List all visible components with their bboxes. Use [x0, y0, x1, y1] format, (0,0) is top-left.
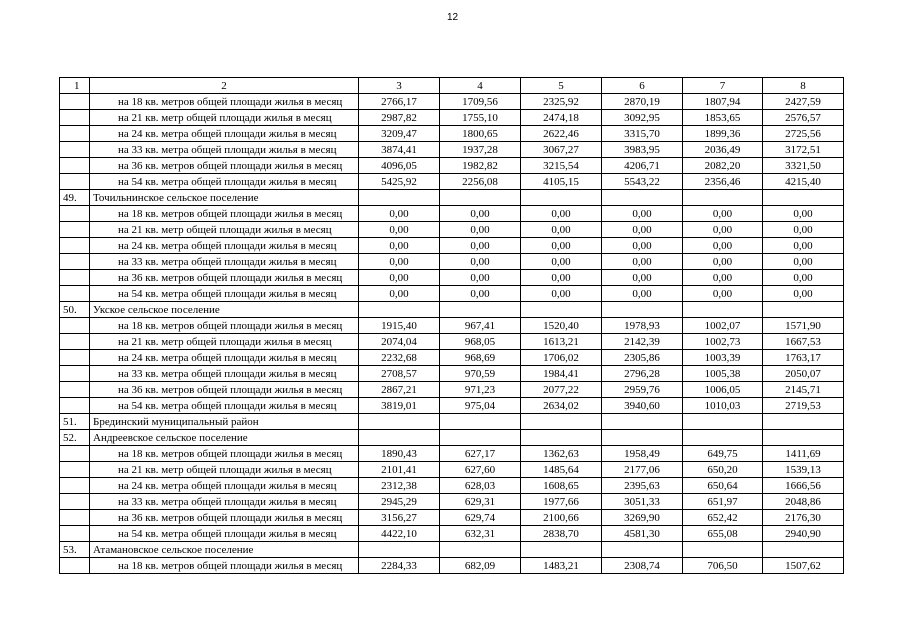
value-cell-col-4: [440, 430, 521, 446]
value-cell-col-3: 0,00: [359, 238, 440, 254]
value-cell-col-7: 1853,65: [683, 110, 763, 126]
row-number-cell: 49.: [60, 190, 90, 206]
table-row: [60, 526, 844, 542]
value-cell-col-8: 1571,90: [763, 318, 844, 334]
value-cell-col-8: 0,00: [763, 286, 844, 302]
row-label-cell: на 24 кв. метра общей площади жилья в месяц: [90, 238, 359, 254]
value-cell-col-3: 2766,17: [359, 94, 440, 110]
value-cell-col-8: 3172,51: [763, 142, 844, 158]
value-cell-col-3: 1890,43: [359, 446, 440, 462]
table-row: [60, 238, 844, 254]
value-cell-col-3: 3819,01: [359, 398, 440, 414]
value-cell-col-7: 1005,38: [683, 366, 763, 382]
table-row: [60, 462, 844, 478]
value-cell-col-3: [359, 430, 440, 446]
value-cell-col-5: [521, 542, 602, 558]
row-number-cell: 51.: [60, 414, 90, 430]
value-cell-col-4: 0,00: [440, 254, 521, 270]
table-row: [60, 206, 844, 222]
value-cell-col-7: 1010,03: [683, 398, 763, 414]
value-cell-col-6: 0,00: [602, 206, 683, 222]
row-number-cell: [60, 126, 90, 142]
value-cell-col-7: 655,08: [683, 526, 763, 542]
value-cell-col-5: 2622,46: [521, 126, 602, 142]
table-row: [60, 126, 844, 142]
row-label-cell: на 54 кв. метра общей площади жилья в месяц: [90, 398, 359, 414]
row-label-cell: на 21 кв. метр общей площади жилья в месяц: [90, 222, 359, 238]
header-cell-5: 5: [521, 78, 602, 94]
section-row: [60, 302, 844, 318]
value-cell-col-7: 0,00: [683, 286, 763, 302]
value-cell-col-5: 1483,21: [521, 558, 602, 574]
row-label-cell: на 36 кв. метров общей площади жилья в месяц: [90, 270, 359, 286]
value-cell-col-3: [359, 542, 440, 558]
row-number-cell: [60, 510, 90, 526]
row-label-cell: на 33 кв. метра общей площади жилья в месяц: [90, 494, 359, 510]
value-cell-col-4: 629,31: [440, 494, 521, 510]
value-cell-col-6: 1958,49: [602, 446, 683, 462]
value-cell-col-7: 0,00: [683, 270, 763, 286]
value-cell-col-8: 4215,40: [763, 174, 844, 190]
value-cell-col-5: 0,00: [521, 206, 602, 222]
value-cell-col-4: 971,23: [440, 382, 521, 398]
value-cell-col-6: 2395,63: [602, 478, 683, 494]
table-row: [60, 158, 844, 174]
table-row: [60, 350, 844, 366]
row-number-cell: [60, 174, 90, 190]
value-cell-col-7: 649,75: [683, 446, 763, 462]
value-cell-col-6: 0,00: [602, 222, 683, 238]
row-number-cell: [60, 334, 90, 350]
value-cell-col-4: 1709,56: [440, 94, 521, 110]
value-cell-col-5: 0,00: [521, 238, 602, 254]
value-cell-col-6: 4581,30: [602, 526, 683, 542]
value-cell-col-5: 1984,41: [521, 366, 602, 382]
value-cell-col-7: 2036,49: [683, 142, 763, 158]
section-row: [60, 430, 844, 446]
section-row: [60, 542, 844, 558]
value-cell-col-6: [602, 414, 683, 430]
row-label-cell: на 54 кв. метра общей площади жилья в месяц: [90, 174, 359, 190]
value-cell-col-8: 1507,62: [763, 558, 844, 574]
value-cell-col-5: 0,00: [521, 222, 602, 238]
table-row: [60, 222, 844, 238]
value-cell-col-8: [763, 414, 844, 430]
value-cell-col-6: 0,00: [602, 286, 683, 302]
header-cell-7: 7: [683, 78, 763, 94]
value-cell-col-5: 2325,92: [521, 94, 602, 110]
row-number-cell: [60, 94, 90, 110]
value-cell-col-7: 650,64: [683, 478, 763, 494]
table-row: [60, 286, 844, 302]
row-label-cell: на 24 кв. метра общей площади жилья в месяц: [90, 478, 359, 494]
value-cell-col-8: [763, 542, 844, 558]
value-cell-col-7: 1899,36: [683, 126, 763, 142]
row-number-cell: [60, 558, 90, 574]
value-cell-col-3: 3874,41: [359, 142, 440, 158]
value-cell-col-8: 2427,59: [763, 94, 844, 110]
row-number-cell: [60, 318, 90, 334]
value-cell-col-5: [521, 430, 602, 446]
value-cell-col-7: 2082,20: [683, 158, 763, 174]
value-cell-col-5: 2634,02: [521, 398, 602, 414]
value-cell-col-4: 1937,28: [440, 142, 521, 158]
table-row: [60, 478, 844, 494]
value-cell-col-8: 2050,07: [763, 366, 844, 382]
value-cell-col-8: 1763,17: [763, 350, 844, 366]
row-number-cell: [60, 462, 90, 478]
value-cell-col-4: 975,04: [440, 398, 521, 414]
row-number-cell: 53.: [60, 542, 90, 558]
row-number-cell: [60, 382, 90, 398]
value-cell-col-4: [440, 302, 521, 318]
value-cell-col-6: 4206,71: [602, 158, 683, 174]
row-number-cell: [60, 526, 90, 542]
value-cell-col-6: 0,00: [602, 238, 683, 254]
value-cell-col-4: 628,03: [440, 478, 521, 494]
header-cell-1: 1: [60, 78, 90, 94]
row-label-cell: на 18 кв. метров общей площади жилья в месяц: [90, 318, 359, 334]
row-label-cell: на 18 кв. метров общей площади жилья в месяц: [90, 558, 359, 574]
table-row: [60, 318, 844, 334]
value-cell-col-5: 0,00: [521, 270, 602, 286]
value-cell-col-5: 1608,65: [521, 478, 602, 494]
row-label-cell: на 18 кв. метров общей площади жилья в месяц: [90, 206, 359, 222]
value-cell-col-6: 3315,70: [602, 126, 683, 142]
row-label-cell: на 21 кв. метр общей площади жилья в месяц: [90, 334, 359, 350]
value-cell-col-3: [359, 302, 440, 318]
section-row: [60, 414, 844, 430]
value-cell-col-6: 3940,60: [602, 398, 683, 414]
value-cell-col-8: [763, 430, 844, 446]
value-cell-col-7: 650,20: [683, 462, 763, 478]
section-title-cell: Атамановское сельское поселение: [90, 542, 359, 558]
value-cell-col-4: [440, 414, 521, 430]
value-cell-col-6: 0,00: [602, 270, 683, 286]
value-cell-col-6: 3051,33: [602, 494, 683, 510]
value-cell-col-5: 1613,21: [521, 334, 602, 350]
row-number-cell: [60, 254, 90, 270]
value-cell-col-5: 1485,64: [521, 462, 602, 478]
row-number-cell: [60, 494, 90, 510]
section-title-cell: Андреевское сельское поселение: [90, 430, 359, 446]
value-cell-col-5: 2838,70: [521, 526, 602, 542]
value-cell-col-8: 0,00: [763, 254, 844, 270]
value-cell-col-6: [602, 542, 683, 558]
value-cell-col-4: 968,69: [440, 350, 521, 366]
value-cell-col-8: 1667,53: [763, 334, 844, 350]
value-cell-col-6: 1978,93: [602, 318, 683, 334]
section-title-cell: Точильнинское сельское поселение: [90, 190, 359, 206]
value-cell-col-5: [521, 302, 602, 318]
value-cell-col-7: 1807,94: [683, 94, 763, 110]
value-cell-col-5: 0,00: [521, 254, 602, 270]
value-cell-col-6: 0,00: [602, 254, 683, 270]
value-cell-col-8: 1666,56: [763, 478, 844, 494]
value-cell-col-4: 0,00: [440, 238, 521, 254]
value-cell-col-4: 1755,10: [440, 110, 521, 126]
value-cell-col-6: [602, 190, 683, 206]
row-label-cell: на 54 кв. метра общей площади жилья в месяц: [90, 286, 359, 302]
value-cell-col-7: 1002,73: [683, 334, 763, 350]
value-cell-col-8: 2145,71: [763, 382, 844, 398]
row-number-cell: [60, 238, 90, 254]
row-number-cell: [60, 222, 90, 238]
row-label-cell: на 33 кв. метра общей площади жилья в месяц: [90, 142, 359, 158]
row-label-cell: на 54 кв. метра общей площади жилья в месяц: [90, 526, 359, 542]
value-cell-col-4: [440, 190, 521, 206]
table-row: [60, 94, 844, 110]
value-cell-col-3: 2312,38: [359, 478, 440, 494]
value-cell-col-6: 3092,95: [602, 110, 683, 126]
value-cell-col-4: 0,00: [440, 206, 521, 222]
value-cell-col-3: 0,00: [359, 206, 440, 222]
value-cell-col-7: 1003,39: [683, 350, 763, 366]
value-cell-col-6: 2870,19: [602, 94, 683, 110]
value-cell-col-5: 2474,18: [521, 110, 602, 126]
value-cell-col-6: 3269,90: [602, 510, 683, 526]
value-cell-col-4: [440, 542, 521, 558]
value-cell-col-5: 2100,66: [521, 510, 602, 526]
value-cell-col-3: 2708,57: [359, 366, 440, 382]
value-cell-col-7: 1006,05: [683, 382, 763, 398]
value-cell-col-7: 0,00: [683, 254, 763, 270]
value-cell-col-4: 629,74: [440, 510, 521, 526]
value-cell-col-6: 2308,74: [602, 558, 683, 574]
value-cell-col-5: 4105,15: [521, 174, 602, 190]
value-cell-col-4: 627,60: [440, 462, 521, 478]
value-cell-col-4: 0,00: [440, 222, 521, 238]
value-cell-col-8: 0,00: [763, 238, 844, 254]
value-cell-col-3: 4422,10: [359, 526, 440, 542]
table-row: [60, 510, 844, 526]
value-cell-col-3: 4096,05: [359, 158, 440, 174]
value-cell-col-7: 651,97: [683, 494, 763, 510]
value-cell-col-4: 970,59: [440, 366, 521, 382]
table-body: [60, 78, 844, 574]
value-cell-col-8: 3321,50: [763, 158, 844, 174]
row-label-cell: на 21 кв. метр общей площади жилья в месяц: [90, 462, 359, 478]
row-number-cell: [60, 158, 90, 174]
value-cell-col-4: 968,05: [440, 334, 521, 350]
value-cell-col-8: 1539,13: [763, 462, 844, 478]
table-row: [60, 142, 844, 158]
table-header-row: [60, 78, 844, 94]
value-cell-col-3: 0,00: [359, 254, 440, 270]
value-cell-col-5: 1977,66: [521, 494, 602, 510]
row-number-cell: [60, 350, 90, 366]
page-number: 12: [446, 12, 459, 23]
value-cell-col-7: 0,00: [683, 238, 763, 254]
value-cell-col-6: 2142,39: [602, 334, 683, 350]
row-number-cell: [60, 286, 90, 302]
value-cell-col-7: 0,00: [683, 206, 763, 222]
value-cell-col-5: [521, 414, 602, 430]
value-cell-col-7: [683, 190, 763, 206]
row-number-cell: [60, 206, 90, 222]
value-cell-col-7: 652,42: [683, 510, 763, 526]
value-cell-col-3: 2945,29: [359, 494, 440, 510]
row-number-cell: 50.: [60, 302, 90, 318]
value-cell-col-8: 2048,86: [763, 494, 844, 510]
value-cell-col-8: 0,00: [763, 270, 844, 286]
row-label-cell: на 24 кв. метра общей площади жилья в месяц: [90, 350, 359, 366]
value-cell-col-7: 706,50: [683, 558, 763, 574]
value-cell-col-5: 1706,02: [521, 350, 602, 366]
table-row: [60, 110, 844, 126]
value-cell-col-3: [359, 414, 440, 430]
value-cell-col-6: 2177,06: [602, 462, 683, 478]
row-label-cell: на 21 кв. метр общей площади жилья в месяц: [90, 110, 359, 126]
value-cell-col-4: 1982,82: [440, 158, 521, 174]
value-cell-col-3: [359, 190, 440, 206]
value-cell-col-5: 0,00: [521, 286, 602, 302]
value-cell-col-4: 682,09: [440, 558, 521, 574]
value-cell-col-4: 967,41: [440, 318, 521, 334]
value-cell-col-5: 2077,22: [521, 382, 602, 398]
row-number-cell: [60, 366, 90, 382]
value-cell-col-4: 627,17: [440, 446, 521, 462]
table-row: [60, 494, 844, 510]
value-cell-col-4: 0,00: [440, 270, 521, 286]
header-cell-2: 2: [90, 78, 359, 94]
value-cell-col-3: 0,00: [359, 270, 440, 286]
value-cell-col-6: 3983,95: [602, 142, 683, 158]
value-cell-col-7: [683, 542, 763, 558]
section-title-cell: Укское сельское поселение: [90, 302, 359, 318]
row-label-cell: на 36 кв. метров общей площади жилья в месяц: [90, 158, 359, 174]
row-label-cell: на 33 кв. метра общей площади жилья в месяц: [90, 366, 359, 382]
table-row: [60, 446, 844, 462]
value-cell-col-5: 1362,63: [521, 446, 602, 462]
value-cell-col-5: 3067,27: [521, 142, 602, 158]
value-cell-col-4: 2256,08: [440, 174, 521, 190]
value-cell-col-5: 1520,40: [521, 318, 602, 334]
value-cell-col-8: 2940,90: [763, 526, 844, 542]
value-cell-col-4: 1800,65: [440, 126, 521, 142]
value-cell-col-6: [602, 430, 683, 446]
row-label-cell: на 36 кв. метров общей площади жилья в месяц: [90, 510, 359, 526]
table-row: [60, 558, 844, 574]
value-cell-col-3: 0,00: [359, 286, 440, 302]
value-cell-col-8: [763, 302, 844, 318]
value-cell-col-7: 0,00: [683, 222, 763, 238]
row-number-cell: [60, 478, 90, 494]
row-label-cell: на 24 кв. метра общей площади жилья в месяц: [90, 126, 359, 142]
value-cell-col-3: 2074,04: [359, 334, 440, 350]
header-cell-3: 3: [359, 78, 440, 94]
table-row: [60, 366, 844, 382]
value-cell-col-6: [602, 302, 683, 318]
row-number-cell: [60, 270, 90, 286]
value-cell-col-7: [683, 430, 763, 446]
value-cell-col-3: 5425,92: [359, 174, 440, 190]
table-row: [60, 270, 844, 286]
value-cell-col-7: [683, 302, 763, 318]
table-row: [60, 254, 844, 270]
data-table: [59, 77, 844, 574]
header-cell-6: 6: [602, 78, 683, 94]
value-cell-col-3: 1915,40: [359, 318, 440, 334]
row-number-cell: [60, 398, 90, 414]
row-label-cell: на 33 кв. метра общей площади жилья в месяц: [90, 254, 359, 270]
table-row: [60, 382, 844, 398]
value-cell-col-8: [763, 190, 844, 206]
value-cell-col-8: 2576,57: [763, 110, 844, 126]
section-row: [60, 190, 844, 206]
value-cell-col-7: 2356,46: [683, 174, 763, 190]
row-label-cell: на 18 кв. метров общей площади жилья в месяц: [90, 94, 359, 110]
value-cell-col-6: 2305,86: [602, 350, 683, 366]
value-cell-col-5: 3215,54: [521, 158, 602, 174]
row-number-cell: [60, 446, 90, 462]
value-cell-col-4: 632,31: [440, 526, 521, 542]
table-row: [60, 398, 844, 414]
value-cell-col-3: 3156,27: [359, 510, 440, 526]
value-cell-col-6: 2796,28: [602, 366, 683, 382]
value-cell-col-3: 0,00: [359, 222, 440, 238]
value-cell-col-3: 2867,21: [359, 382, 440, 398]
value-cell-col-8: 2176,30: [763, 510, 844, 526]
value-cell-col-8: 0,00: [763, 222, 844, 238]
table-row: [60, 174, 844, 190]
table-row: [60, 334, 844, 350]
value-cell-col-8: 1411,69: [763, 446, 844, 462]
value-cell-col-3: 2987,82: [359, 110, 440, 126]
value-cell-col-3: 3209,47: [359, 126, 440, 142]
row-number-cell: [60, 142, 90, 158]
row-label-cell: на 36 кв. метров общей площади жилья в месяц: [90, 382, 359, 398]
value-cell-col-8: 0,00: [763, 206, 844, 222]
value-cell-col-3: 2101,41: [359, 462, 440, 478]
row-number-cell: [60, 110, 90, 126]
section-title-cell: Брединский муниципальный район: [90, 414, 359, 430]
value-cell-col-7: [683, 414, 763, 430]
value-cell-col-8: 2725,56: [763, 126, 844, 142]
row-number-cell: 52.: [60, 430, 90, 446]
row-label-cell: на 18 кв. метров общей площади жилья в месяц: [90, 446, 359, 462]
value-cell-col-6: 5543,22: [602, 174, 683, 190]
value-cell-col-4: 0,00: [440, 286, 521, 302]
value-cell-col-3: 2232,68: [359, 350, 440, 366]
value-cell-col-3: 2284,33: [359, 558, 440, 574]
value-cell-col-6: 2959,76: [602, 382, 683, 398]
value-cell-col-8: 2719,53: [763, 398, 844, 414]
value-cell-col-5: [521, 190, 602, 206]
header-cell-4: 4: [440, 78, 521, 94]
header-cell-8: 8: [763, 78, 844, 94]
value-cell-col-7: 1002,07: [683, 318, 763, 334]
